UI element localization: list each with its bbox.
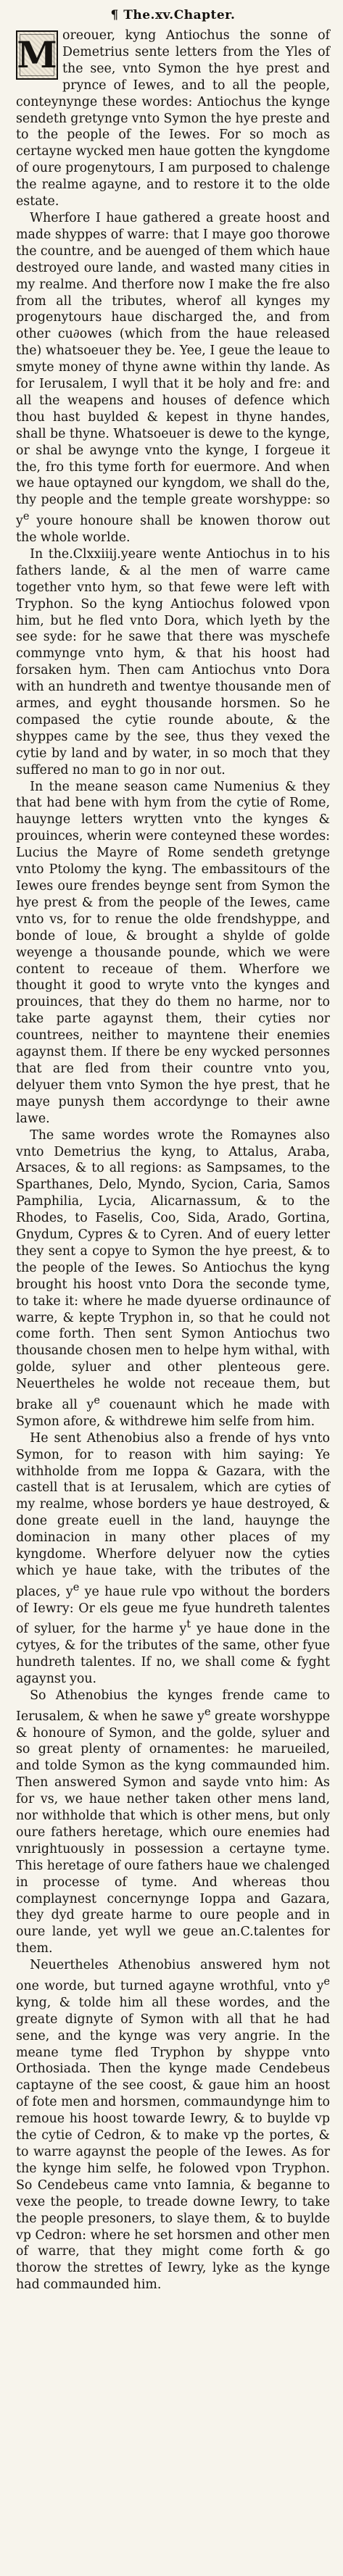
paragraph-antiochus-siege: In the.Clxxiiij.yeare wente Antiochus in to his fathers lande, & al the men of warre came together vnto hym, so that fewe were left with Tryphon. So the kyng Antiochus folowed vpon him, but he fled vnto Dora, which lyeth by the see syde: for he sawe that there was myschefe commynge vnto hym, & that his hoost had forsaken hym. Then cam Antiochus vnto Dora with an hundreth and twentye thousande men of armes, and eyght thousande horsmen. So he compased the cytie rounde aboute, & the shyppes came by the see, thus they vexed the cytie by land and by water, in so moch that they suffered no man to go in nor out. — [16, 546, 330, 778]
chapter-heading — [16, 7, 330, 23]
paragraph-athenobius-sent: He sent Athenobius also a frende of hys vnto Symon, for to reason with him saying: Ye withholde from me Ioppa & Gazara, with the castell that is at Ierusalem, which are cyties of my realme, whose borders ye haue destroyed, & done greate euell in the land, hauynge the dominacion in many other places of my kyngdome. Wherfore delyuer now the cyties which ye haue take, with the tributes of the places, $y^e$ ye haue rule vpo without the borders of Iewry: Or els geue me fyue hundreth talentes of syluer, for the harme $y^t$ ye haue done in the cytyes, & for the tributes of the same, other fyue hundreth talentes. If no, we shall come & fyght agaynst you. — [16, 1430, 331, 1686]
paragraph-romans-regions: The same wordes wrote the Romaynes also vnto Demetrius the kyng, to Attalus, Araba, Arsaces, & to all regions: as Sampsames, to the Sparthanes, Delo, Myndo, Sycion, Caria, Samos Pamphilia, Lycia, Alicarnassum, & to the Rhodes, to Faselis, Coo, Sida, Arado, Gortina, Gnydum, Cypres & to Cyren. And of euery letter they sent a copye to Symon the hye preest, & to the people of the Iewes. So Antiochus the kyng brought his hoost vnto Dora the seconde tyme, to take it: where he made dyuerse ordinaunce of warre, & kepte Tryphon in, so that he could not come forth. Then sent Symon Antiochus two thousande chosen men to helpe hym withal, with golde, syluer and other plenteous gere. Neuertheles he wolde not receaue them, but brake all $y^e$ couenaunt which he made with Symon afore, & withdrewe him selfe from him. — [16, 1127, 330, 1429]
paragraph-letter-body: Wherfore I haue gathered a greate hoost and made shyppes of warre: that I maye goo thorowe the countre, and be auenged of them which haue destroyed oure lande, and wasted many cities in my realme. And therfore now I make the fre also from all the tributes, wherof all kynges my progenytours haue discharged the, and from other cu∂owes (which from the haue released the) whatsoeuer they be. Yee, I geue the leaue to smyte money of thyne awne within thy lande. As for Ierusalem, I wyll that it be holy and fre: and all the weapens and houses of defence which thou hast buylded & kepest in thyne handes, shall be thyne. Whatsoeuer is dewe to the kynge, or shal be awynge vnto the kynge, I forgeue it the, fro this tyme forth for euermore. And when we haue optayned our kyngdom, we shall do the, thy people and the temple greate worshyppe: so $y^e$ youre honoure shall be knowen thorow out the whole worlde. — [16, 210, 330, 545]
paragraph-letter-opening: oreouer, kyng Antiochus the sonne of Demetrius sente letters from the Yles of the see, vnto Symon the hye prest and prynce of Iewes, and to all the people, conteynynge these wordes: Antiochus the kynge sendeth gretynge vnto Symon the hye preste and to the people of the Iewes. For so moch as certayne wycked men haue gotten the kyngdome of oure progenytours, I am purposed to chalenge the realme agayne, and to restore it to the olde estate. — [16, 28, 330, 209]
chapter-heading-text: ¶ The.xv.Chapter. — [110, 8, 236, 22]
paragraph-athenobius-jerusalem: So Athenobius the kynges frende came to Ierusalem, & when he sawe $y^e$ greate worshyppe & honoure of Symon, and the golde, syluer and so great plenty of ornamentes: he marueiled, and tolde Symon as the kyng commaunded him. Then answered Symon and sayde vnto him: As for vs, we haue nether taken other mens land, nor withholde that which is other mens, but only oure fathers heretage, which oure enemies had vnrightuously in possession a certayne tyme. This heretage of oure fathers haue we chalenged in processe of tyme. And whereas thou complaynest concernynge Ioppa and Gazara, they dyd greate harme to oure people and in oure lande, yet wyll we geue an.C.talentes for them. — [16, 1688, 330, 1956]
drop-cap-letter: M — [17, 33, 57, 76]
drop-cap-initial — [16, 30, 58, 80]
paragraph-numenius-letters: In the meane season came Numenius & they that had bene with hym from the cytie of Rome, hauynge letters wrytten vnto the kynges & prouinces, wherin were conteyned these wordes: Lucius the Mayre of Rome sendeth gretynge vnto Ptolomy the kyng. The embassitours of the Iewes oure frendes beynge sent from Symon the hye prest & from the people of the Iewes, came vnto vs, for to renue the olde frendshyppe, and bonde of loue, & brought a shylde of golde weyenge a thousande pounde, which we were content to receaue of them. Wherfore we thought it good to wryte vnto the kynges and prouinces, that they do them no harme, nor to take parte agaynst them, their cyties nor countrees, neither to mayntene their enemies agaynst them. If there be eny wycked personnes that are fled from their countre vnto you, delyuer them vnto Symon the hye prest, that he maye punysh them accordynge to their awne lawe. — [16, 779, 330, 1126]
paragraph-cendebeus: Neuertheles Athenobius answered hym not one worde, but turned agayne wrothful, vnto $y^e$ kyng, & tolde him all these wordes, and the greate dignyte of Symon with all that he had sene, and the kynge was very angrie. In the meane tyme fled Tryphon by shyppe vnto Orthosiada. Then the kynge made Cendebeus captayne of the see coost, & gaue him an hoost of fote men and horsmen, commaundynge him to remoue his hoost towarde Iewry, & to buylde vp the cytie of Cedron, & to make vp the portes, & to warre agaynst the people of the Iewes. As for the kynge him selfe, he folowed vpon Tryphon. So Cendebeus came vnto Iamnia, & beganne to vexe the people, to treade downe Iewry, to take the people presoners, to slaye them, & to buylde vp Cedron: where he set horsmen and other men of warre, that they might come forth & go thorow the strettes of Iewry, lyke as the kynge had commaunded him. — [16, 1958, 330, 2293]
